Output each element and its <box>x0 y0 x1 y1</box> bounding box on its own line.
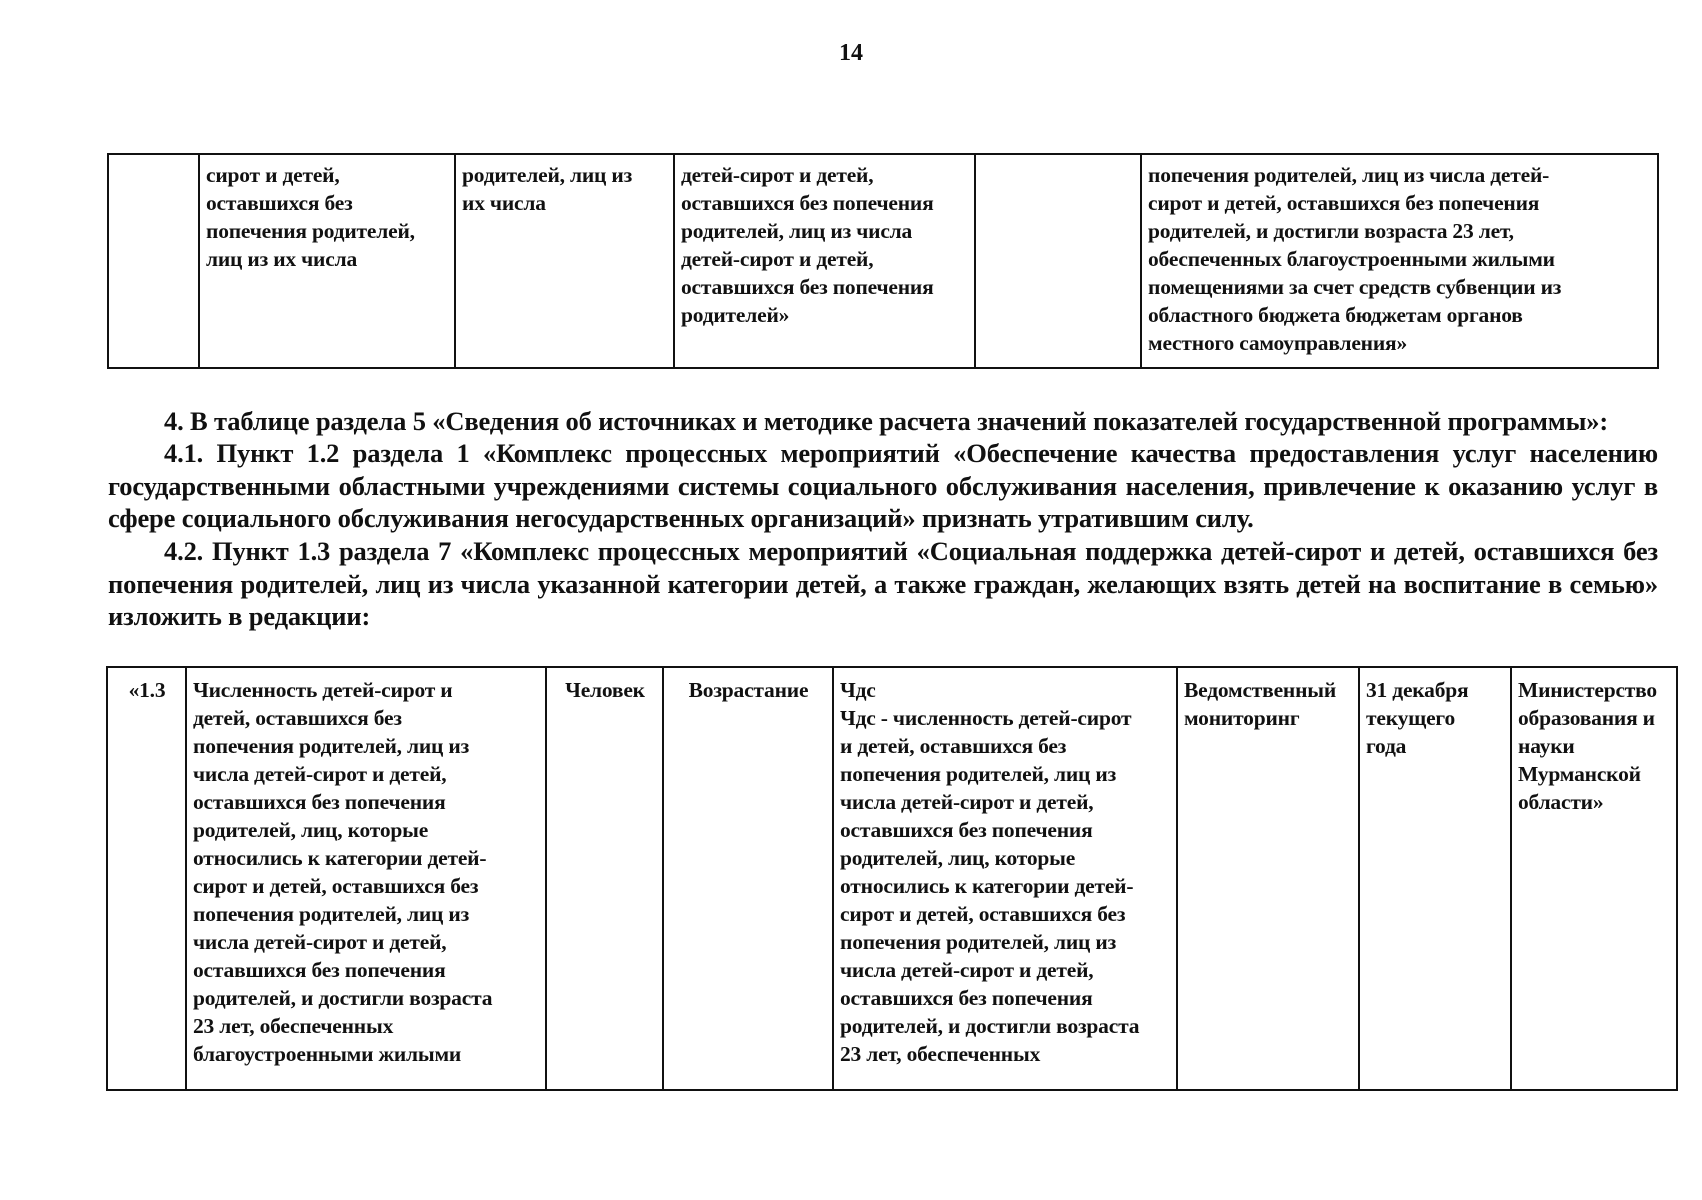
cell-empty <box>975 154 1141 368</box>
cell-unit: Человек <box>546 667 663 1090</box>
paragraph-4-1-text: 4.1. Пункт 1.2 раздела 1 «Комплекс процессных мероприятий «Обеспечение качества предоставления услуг населению государственными областными учреждениями системы социального обслуживания населения, привлечение к оказанию услуг в сфере социального обслуживания негосударственных организаций» признать утратившим силу. <box>108 438 1658 533</box>
paragraph-4-2 <box>108 535 1658 633</box>
cell-method: попечения родителей, лиц из числа детей- сирот и детей, оставшихся без попечения родителей, и достигли возраста 23 лет, обеспеченных благоустроенными жилыми помещениями за счет средств субвенции из областного бюджета бюджетам органов местного самоуправления» <box>1141 154 1658 368</box>
cell-item-number: «1.3 <box>107 667 186 1090</box>
cell-indicator-name: Численность детей-сирот и детей, оставшихся без попечения родителей, лиц из числа детей-сирот и детей, оставшихся без попечения родителей, лиц, которые относились к категории детей- сирот и детей, оставшихся без попечения родителей, лиц из числа детей-сирот и детей, оставшихся без попечения родителей, и достигли возраста 23 лет, обеспеченных благоустроенными жилыми <box>186 667 546 1090</box>
cell-definition: детей-сирот и детей, оставшихся без попечения родителей, лиц из числа детей-сирот и детей, оставшихся без попечения родителей» <box>674 154 975 368</box>
cell-responsible: Министерство образования и науки Мурманской области» <box>1511 667 1677 1090</box>
cell-source: Ведомственный мониторинг <box>1177 667 1359 1090</box>
paragraph-4-1 <box>108 437 1658 535</box>
cell-indicator-name: сирот и детей, оставшихся без попечения родителей, лиц из их числа <box>199 154 455 368</box>
paragraph-4-text: 4. В таблице раздела 5 «Сведения об источниках и методике расчета значений показателей государственной программы»: <box>164 406 1609 436</box>
continuation-table <box>107 153 1659 369</box>
new-edition-table <box>106 666 1678 1091</box>
table-row <box>107 667 1677 1090</box>
paragraph-4 <box>108 405 1658 438</box>
cell-formula: Чдс Чдс - численность детей-сирот и детей, оставшихся без попечения родителей, лиц из числа детей-сирот и детей, оставшихся без попечения родителей, лиц, которые относились к категории детей- сирот и детей, оставшихся без попечения родителей, лиц из числа детей-сирот и детей, оставшихся без попечения родителей, и достигли возраста 23 лет, обеспеченных <box>833 667 1177 1090</box>
cell-unit: родителей, лиц из их числа <box>455 154 674 368</box>
cell-date: 31 декабря текущего года <box>1359 667 1511 1090</box>
table-row <box>108 154 1658 368</box>
cell-number <box>108 154 199 368</box>
paragraph-4-2-text: 4.2. Пункт 1.3 раздела 7 «Комплекс процессных мероприятий «Социальная поддержка детей-сирот и детей, оставшихся без попечения родителей, лиц из числа указанной категории детей, а также граждан, желающих взять детей на воспитание в семью» изложить в редакции: <box>108 536 1658 631</box>
page-number: 14 <box>839 40 863 66</box>
cell-trend: Возрастание <box>663 667 833 1090</box>
